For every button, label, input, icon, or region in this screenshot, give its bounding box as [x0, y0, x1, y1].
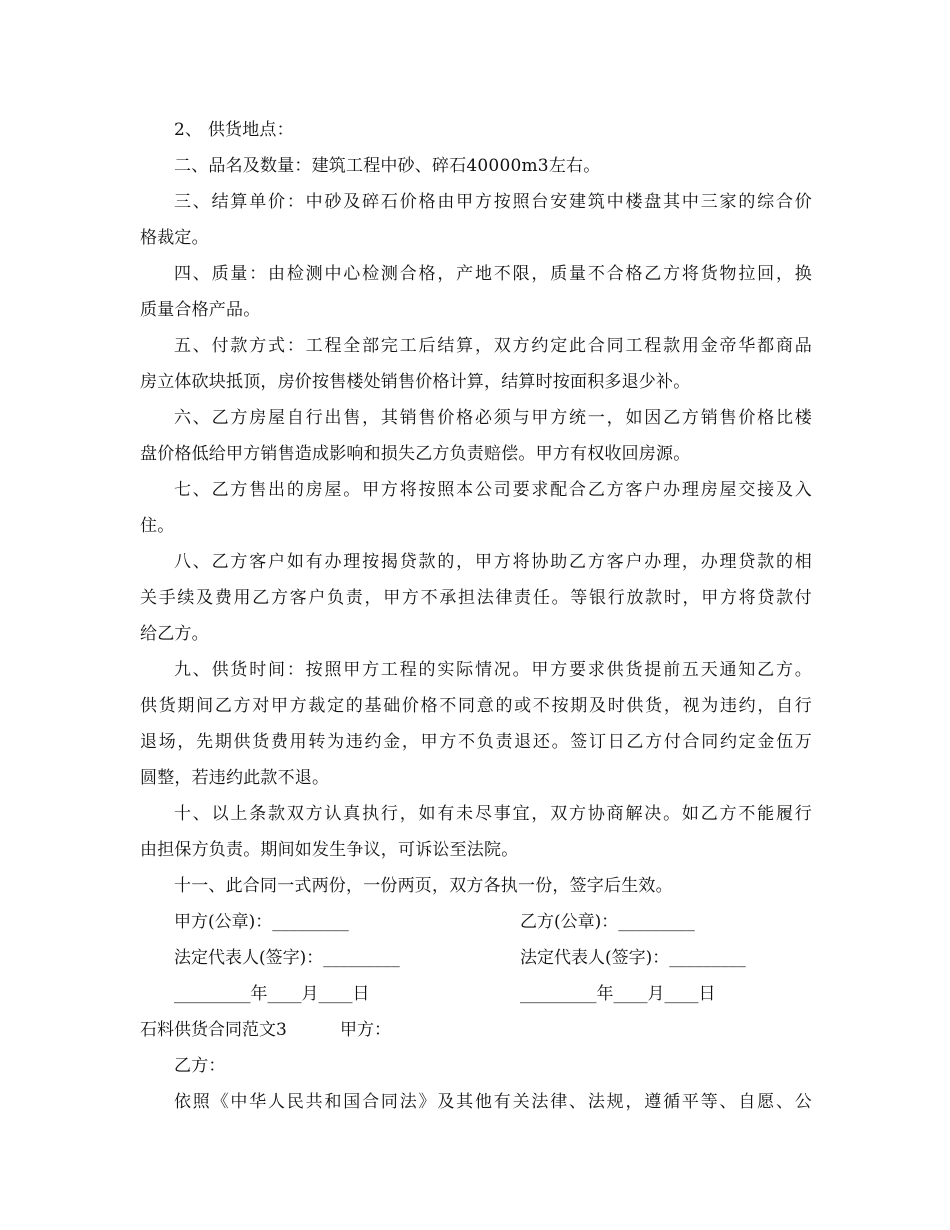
contract-line: 五、付款方式：工程全部完工后结算，双方约定此合同工程款用金帝华都商品	[174, 336, 812, 356]
party-b-signature-field: 法定代表人(签字)：_________	[520, 948, 746, 968]
contract-line: 供货期间乙方对甲方裁定的基础价格不同意的或不按期及时供货，视为违约，自行	[140, 696, 812, 716]
contract-line: 住。	[140, 516, 175, 536]
contract-line: 关手续及费用乙方客户负责，甲方不承担法律责任。等银行放款时，甲方将贷款付	[140, 588, 812, 608]
contract-line: 十、以上条款双方认真执行，如有未尽事宜，双方协商解决。如乙方不能履行	[174, 804, 812, 824]
party-a-signature-field: _________年____月____日	[174, 984, 370, 1004]
sample-intro-line: 依照《中华人民共和国合同法》及其他有关法律、法规，遵循平等、自愿、公	[174, 1092, 812, 1112]
sample-party-a: 甲方：	[340, 1020, 391, 1040]
party-b-signature-field: 乙方(公章)：_________	[520, 912, 695, 932]
contract-line: 十一、此合同一式两份，一份两页，双方各执一份，签字后生效。	[174, 876, 673, 896]
contract-line: 圆整，若违约此款不退。	[140, 768, 330, 788]
party-b-signature-field: _________年____月____日	[520, 984, 716, 1004]
contract-line: 格裁定。	[140, 228, 209, 248]
contract-line: 六、乙方房屋自行出售，其销售价格必须与甲方统一，如因乙方销售价格比楼	[174, 408, 812, 428]
signature-row	[140, 940, 812, 976]
contract-line: 八、乙方客户如有办理按揭贷款的，甲方将协助乙方客户办理，办理贷款的相	[174, 552, 812, 572]
sample-title: 石料供货合同范文3	[140, 1020, 287, 1040]
contract-line: 由担保方负责。期间如发生争议，可诉讼至法院。	[140, 840, 519, 860]
contract-line: 质量合格产品。	[140, 300, 261, 320]
party-a-signature-field: 甲方(公章)：_________	[174, 912, 349, 932]
sample-heading-row	[140, 1012, 812, 1048]
signature-block	[140, 904, 812, 1012]
contract-line: 三、结算单价：中砂及碎石价格由甲方按照台安建筑中楼盘其中三家的综合价	[174, 192, 812, 212]
contract-line: 房立体砍块抵顶，房价按售楼处销售价格计算，结算时按面积多退少补。	[140, 372, 691, 392]
signature-row	[140, 904, 812, 940]
document-page	[140, 112, 812, 1120]
contract-line: 2、 供货地点：	[174, 120, 294, 140]
contract-line: 盘价格低给甲方销售造成影响和损失乙方负责赔偿。甲方有权收回房源。	[140, 444, 691, 464]
contract-line: 九、供货时间：按照甲方工程的实际情况。甲方要求供货提前五天通知乙方。	[174, 660, 812, 680]
contract-line: 四、质量：由检测中心检测合格，产地不限，质量不合格乙方将货物拉回，换	[174, 264, 812, 284]
contract-body	[140, 112, 812, 904]
party-a-signature-field: 法定代表人(签字)：_________	[174, 948, 400, 968]
contract-line: 七、乙方售出的房屋。甲方将按照本公司要求配合乙方客户办理房屋交接及入	[174, 480, 812, 500]
signature-row	[140, 976, 812, 1012]
sample-party-b: 乙方：	[174, 1056, 226, 1076]
contract-line: 给乙方。	[140, 624, 209, 644]
contract-line: 二、品名及数量：建筑工程中砂、碎石40000m3左右。	[174, 156, 601, 176]
contract-line: 退场，先期供货费用转为违约金，甲方不负责退还。签订日乙方付合同约定金伍万	[140, 732, 812, 752]
